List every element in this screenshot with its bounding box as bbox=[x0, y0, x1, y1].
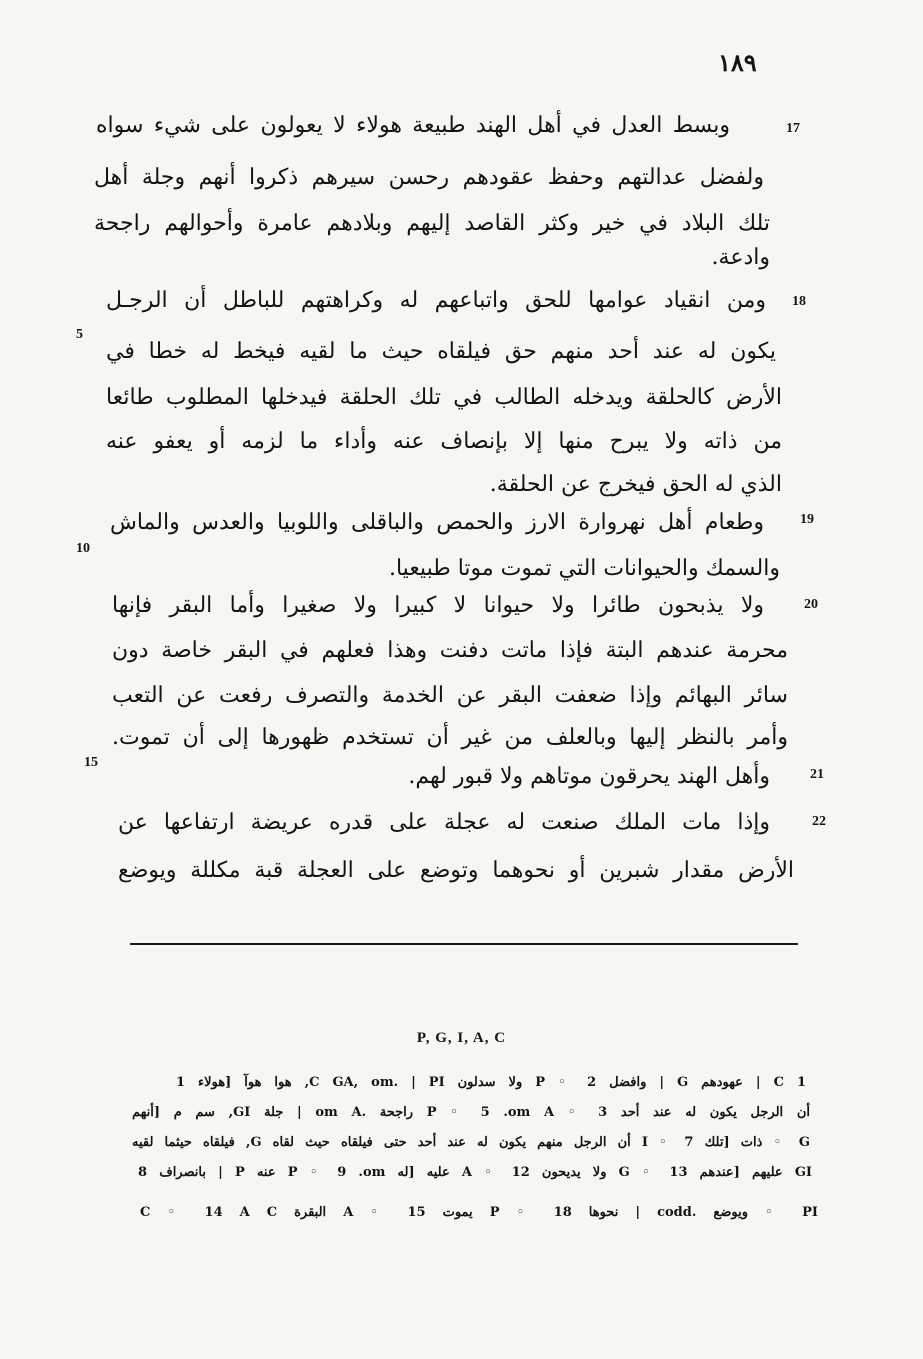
text-line: وأهل الهند يحرقون موتاهم ولا قبور لهم. bbox=[408, 764, 770, 789]
text-line: من ذاته ولا يبرح منها إلا بإنصاف عنه وأداء ما لزمه أو يعفو عنه bbox=[106, 429, 782, 454]
text-line: تلك البلاد في خير وكثر القاصد إليهم وبلادهم عامرة وأحوالهم راجحة bbox=[94, 211, 770, 236]
apparatus-line: أن الرجل يكون له عند أحد P ◦ 5 .om A ◦ 3 راجحة .om A | جلة GI, سم م [أنهم bbox=[132, 1105, 810, 1120]
text-line: يكون له عند أحد منهم حق فيلقاه حيث ما لقيه فيخط له خطا في bbox=[106, 339, 776, 364]
line-number: 15 bbox=[84, 755, 98, 770]
text-line: وإذا مات الملك صنعت له عجلة على قدره عريضة ارتفاعها عن bbox=[118, 810, 770, 835]
text-line: سائر البهائم وإذا ضعفت البقر عن الخدمة والتصرف رفعت عن التعب bbox=[112, 683, 788, 708]
paragraph-number: 20 bbox=[804, 597, 818, 612]
apparatus-line: G ◦ ذات [تلك I ◦ 7 أن الرجل منهم يكون له عند أحد حتى فيلقاه حيث لقاه G, فيلقاه حيثما لقيه bbox=[132, 1135, 810, 1150]
apparatus-line: 1 C | عهودهم G | وافضل P ◦ 2 ولا سدلون C GA, om. | PI, هوا هوآ [هولاء 1 bbox=[176, 1075, 806, 1090]
paragraph-number: 22 bbox=[812, 814, 826, 829]
text-line: ولفضل عدالتهم وحفظ عقودهم رحسن سيرهم ذكروا أنهم وجلة أهل bbox=[94, 165, 764, 190]
text-line: ومن انقياد عوامها للحق واتباعهم له وكراهتهم للباطل أن الرجـل bbox=[106, 288, 766, 313]
text-line: الأرض مقدار شبرين أو نحوهما وتوضع على العجلة قبة مكللة ويوضع bbox=[118, 858, 794, 883]
footnote-rule bbox=[130, 943, 798, 945]
text-line: ولا يذبحون طائرا ولا حيوانا لا كبيرا ولا صغيرا وأما البقر فإنها bbox=[112, 593, 764, 618]
text-line: وادعة. bbox=[711, 245, 770, 270]
text-line: الذي له الحق فيخرج عن الحلقة. bbox=[489, 472, 782, 497]
text-line: وطعام أهل نهروارة الارز والحمص والباقلى واللوبيا والعدس والماش bbox=[110, 510, 764, 535]
text-line: محرمة عندهم البتة فإذا ماتت دفنت وهذا فعلهم في البقر خاصة دون bbox=[112, 638, 788, 663]
paragraph-number: 18 bbox=[792, 294, 806, 309]
apparatus-line: GI عليهم [عندهم G ◦ 13 ولا يديحون A ◦ 12 عليه [له P ◦ 9 .om عنه P | بانصراف 8 bbox=[138, 1165, 812, 1180]
text-line: والسمك والحيوانات التي تموت موتا طبيعيا. bbox=[388, 556, 780, 581]
paragraph-number: 21 bbox=[810, 767, 824, 782]
line-number: 5 bbox=[76, 327, 83, 342]
paragraph-number: 19 bbox=[800, 512, 814, 527]
text-line: الأرض كالحلقة ويدخله الطالب في تلك الحلقة فيدخلها المطلوب طائعا bbox=[106, 385, 782, 410]
page-number: ١٨٩ bbox=[718, 48, 757, 77]
manuscript-sigla: P, G, I, A, C bbox=[416, 1030, 507, 1046]
apparatus-line: PI ◦ ويوضع .codd | نحوها P ◦ 18 يموت A ◦ 15 البقرة C ◦ 14 A C bbox=[140, 1205, 819, 1220]
paragraph-number: 17 bbox=[786, 121, 800, 136]
line-number: 10 bbox=[76, 541, 90, 556]
text-line: وبسط العدل في أهل الهند طبيعة هولاء لا يعولون على شيء سواه bbox=[96, 113, 730, 138]
text-line: وأمر بالنظر إليها وبالعلف من غير أن تستخدم ظهورها إلى أن تموت. bbox=[112, 725, 788, 750]
